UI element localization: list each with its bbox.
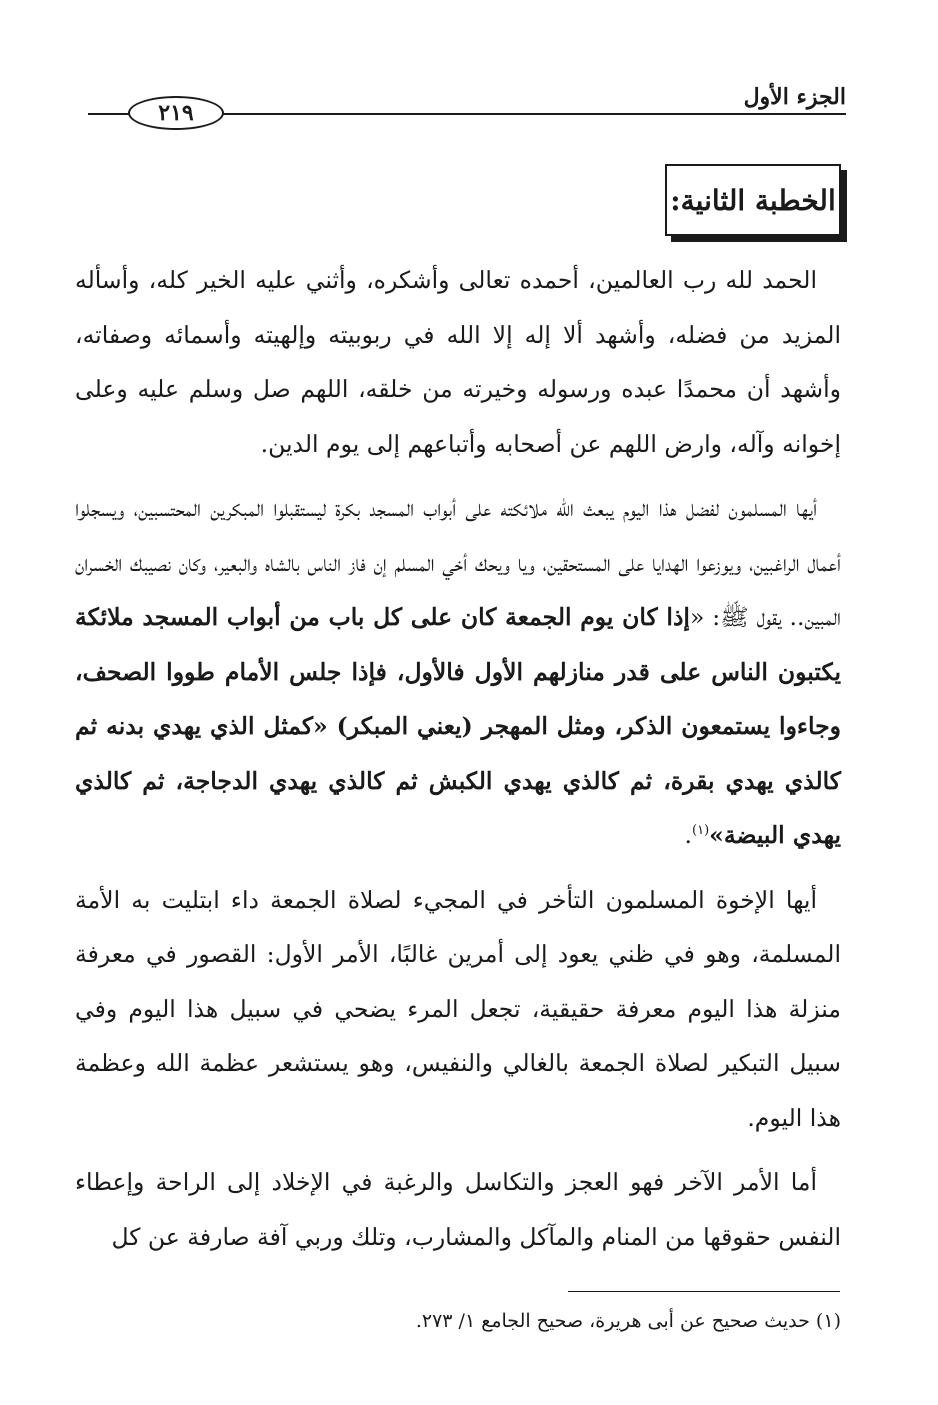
hadith-close-quote: » <box>709 821 724 849</box>
footnote: (١) حديث صحيح عن أبى هريرة، صحيح الجامع ١/ ٢٧٣. <box>415 1310 841 1332</box>
footnote-reference: (١) <box>692 823 710 839</box>
page-header <box>0 0 938 150</box>
paragraph-2-end: . <box>684 821 693 849</box>
main-text <box>75 253 841 1274</box>
running-title: الجزء الأول <box>743 84 846 110</box>
paragraph-1: الحمد لله رب العالمين، أحمده تعالى وأشكره، وأثني عليه الخير كله، وأسأله المزيد من فضله، وأشهد ألا إله إلا الله في ربوبيته وإلهيته وأسمائه وصفاته، وأشهد أن محمدًا عبده ورسوله وخيرته من خلقه، اللهم صل وسلم عليه وعلى إخوانه وآله، وارض اللهم عن أصحابه وأتباعهم إلى يوم الدين. <box>75 266 841 458</box>
section-title: الخطبة الثانية: <box>665 164 841 236</box>
paragraph-2-intro: أيها المسلمون لفضل هذا اليوم يبعث الله ملائكته على أبواب المسجد بكرة ليستقبلوا المبكرين المحتسبين، ويسجلوا أعمال الراغبين، ويوزعوا الهدايا على المستحقين، ويا ويحك أخي المسلم إن فاز الناس بالشاه والبعير، وكان نصيبك الخسران المبين.. يقول ﷺ: « <box>75 494 841 631</box>
page-number: ٢١٩ <box>128 96 224 130</box>
footnote-rule <box>568 1291 840 1292</box>
paragraph-4: أما الأمر الآخر فهو العجز والتكاسل والرغبة في الإخلاد إلى الراحة وإعطاء النفس حقوقها من المنام والمآكل والمشارب، وتلك وربي آفة صارفة عن كل <box>75 1168 841 1251</box>
paragraph-2 <box>75 481 841 863</box>
hadith-text: إذا كان يوم الجمعة كان على كل باب من أبواب المسجد ملائكة يكتبون الناس على قدر منازلهم الأول فالأول، فإذا جلس الأمام طووا الصحف، وجاءوا يستمعون الذكر، ومثل المهجر (يعني المبكر) «كمثل الذي يهدي بدنه ثم كالذي يهدي بقرة، ثم كالذي يهدي الكبش ثم كالذي يهدي الدجاجة، ثم كالذي يهدي البيضة <box>75 603 842 849</box>
paragraph-3: أيها الإخوة المسلمون التأخر في المجيء لصلاة الجمعة داء ابتليت به الأمة المسلمة، وهو في ظني يعود إلى أمرين غالبًا، الأمر الأول: القصور في معرفة منزلة هذا اليوم معرفة حقيقية، تجعل المرء يضحي في سبيل هذا اليوم وفي سبيل التبكير لصلاة الجمعة بالغالي والنفيس، وهو يستشعر عظمة الله وعظمة هذا اليوم. <box>75 885 841 1132</box>
